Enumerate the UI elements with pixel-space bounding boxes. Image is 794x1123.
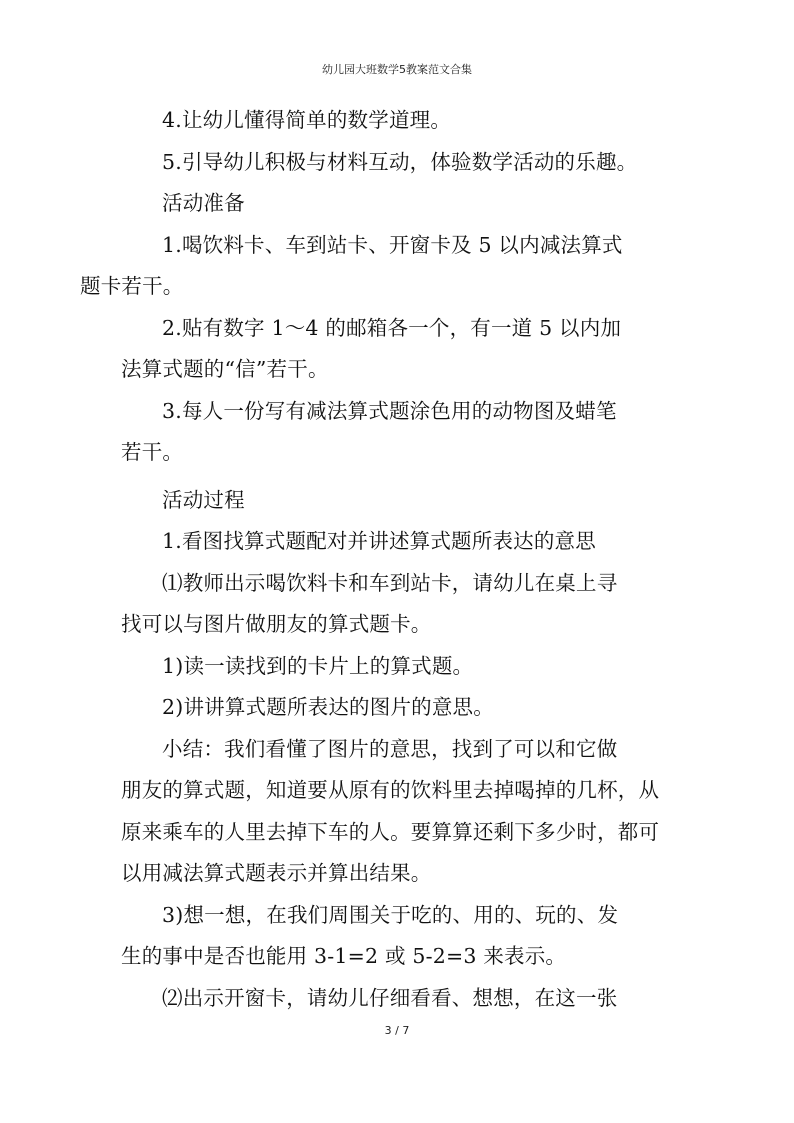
running-header: 幼儿园大班数学5教案范文合集	[322, 63, 472, 76]
text-line: 小结：我们看懂了图片的意思，找到了可以和它做	[162, 736, 618, 761]
paragraph	[121, 100, 677, 142]
text-line: ⑴教师出示喝饮料卡和车到站卡，请幼儿在桌上寻	[162, 570, 618, 595]
text-line: 题卡若干。	[80, 274, 184, 298]
text-line: 活动过程	[162, 487, 245, 512]
paragraph	[121, 142, 677, 184]
text-line: 法算式题的“信”若干。	[121, 357, 329, 381]
text-line: 原来乘车的人里去掉下车的人。要算算还剩下多少时，都可	[121, 819, 660, 844]
text-line: 找可以与图片做朋友的算式题卡。	[121, 612, 432, 636]
text-line: 1.看图找算式题配对并讲述算式题所表达的意思	[162, 529, 596, 553]
text-line: 3.每人一份写有减法算式题涂色用的动物图及蜡笔	[162, 398, 617, 423]
section-heading	[121, 183, 677, 225]
text-line: 1.喝饮料卡、车到站卡、开窗卡及 5 以内减法算式	[162, 232, 623, 257]
text-line: 2)讲讲算式题所表达的图片的意思。	[162, 695, 494, 719]
paragraph	[121, 563, 677, 646]
text-line: 生的事中是否也能用 3-1=2 或 5-2=3 来表示。	[121, 944, 567, 968]
paragraph	[121, 391, 677, 474]
text-line: 4.让幼儿懂得简单的数学道理。	[162, 108, 452, 132]
paragraph	[121, 646, 677, 688]
paragraph	[121, 521, 677, 563]
paragraph	[121, 308, 677, 391]
paragraph	[121, 687, 677, 729]
document-body	[80, 100, 677, 1019]
text-line: ⑵出示开窗卡，请幼儿仔细看看、想想，在这一张	[162, 985, 618, 1010]
text-line: 若干。	[121, 440, 184, 464]
text-line: 3)想一想，在我们周围关于吃的、用的、玩的、发	[162, 902, 619, 927]
section-heading	[121, 480, 677, 522]
paragraph	[121, 729, 677, 895]
paragraph	[80, 225, 677, 308]
text-line: 1)读一读找到的卡片上的算式题。	[162, 653, 474, 678]
text-line: 2.贴有数字 1～4 的邮箱各一个，有一道 5 以内加	[162, 315, 622, 340]
paragraph	[121, 978, 677, 1020]
text-line: 活动准备	[162, 191, 245, 215]
text-line: 以用减法算式题表示并算出结果。	[121, 861, 432, 885]
paragraph	[121, 895, 677, 978]
text-line: 5.引导幼儿积极与材料互动，体验数学活动的乐趣。	[162, 149, 638, 174]
text-line: 朋友的算式题，知道要从原有的饮料里去掉喝掉的几杯，从	[121, 778, 660, 802]
page-number: 3 / 7	[384, 1024, 410, 1037]
